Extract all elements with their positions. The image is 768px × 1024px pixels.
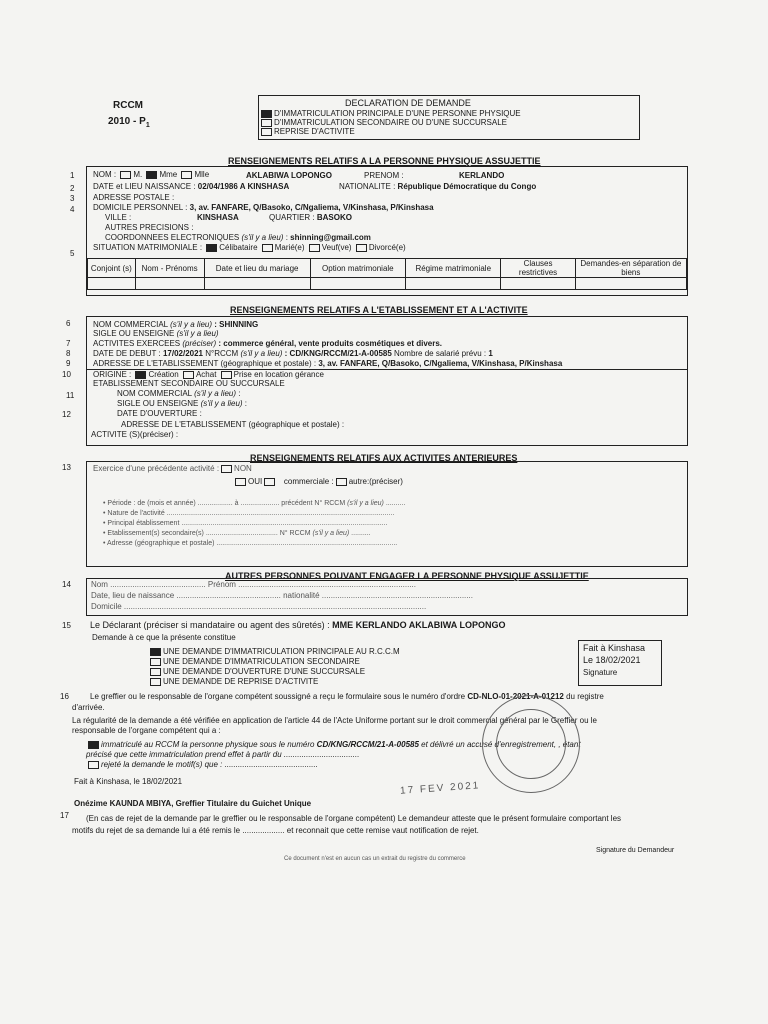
row-number: 16 <box>60 692 69 701</box>
table-row <box>88 278 687 290</box>
table-header: Date et lieu du mariage <box>204 259 310 278</box>
situation-row: SITUATION MATRIMONIALE : Célibataire Marié(e) Veuf(ve) Divorcé(e) <box>93 243 406 252</box>
option-principale[interactable]: D'IMMATRICULATION PRINCIPALE D'UNE PERSONNE PHYSIQUE <box>259 109 521 118</box>
form-version: $2010 - P_1$ <box>108 116 150 129</box>
origine-row: ORIGINE : Création Achat Prise en location gérance <box>93 370 324 379</box>
demande-succursale[interactable]: UNE DEMANDE D'OUVERTURE D'UNE SUCCURSALE <box>148 667 365 676</box>
sigle-2: SIGLE OU ENSEIGNE (s'il y a lieu) : <box>117 399 248 408</box>
table-header: Conjoint (s) <box>88 259 136 278</box>
prenom-label: PRENOM : <box>364 171 404 180</box>
naissance-row: DATE et LIEU NAISSANCE : 02/04/1986 A KINSHASA <box>93 182 290 191</box>
section-heading-etablissement: RENSEIGNEMENTS RELATIFS A L'ETABLISSEMENT ET A L'ACTIVITE <box>230 305 528 315</box>
checkbox-icon[interactable] <box>88 761 99 769</box>
row-number: 4 <box>70 205 75 214</box>
demande-label: Demande à ce que la présente constitue <box>92 633 236 642</box>
demande-secondaire[interactable]: UNE DEMANDE D'IMMATRICULATION SECONDAIRE <box>148 657 360 666</box>
sigle-row: SIGLE OU ENSEIGNE (s'il y a lieu) <box>93 329 219 338</box>
fait-date: Le 18/02/2021 <box>583 655 641 665</box>
checkbox-icon[interactable] <box>264 478 275 486</box>
periode-row: • Période : de (mois et année) .................. à .................... précédent N° RCCM (s'il y a lieu) .......... <box>103 500 406 507</box>
checkbox-icon[interactable] <box>235 478 246 486</box>
row-number: 17 <box>60 811 69 820</box>
ville-label: VILLE : <box>105 213 132 222</box>
adresse-etablissement-row: ADRESSE DE L'ETABLISSEMENT (géographique et postale) : 3, av. FANFARE, Q/Basoko, C/Ngaliema, V/Kinshasa, P/Kinshasa <box>93 359 563 368</box>
row-number: 9 <box>66 359 71 368</box>
checkbox-icon[interactable] <box>150 678 161 686</box>
demande-reprise[interactable]: UNE DEMANDE DE REPRISE D'ACTIVITE <box>148 677 318 686</box>
etab-secondaire-label: ETABLISSEMENT SECONDAIRE OU SUCCURSALE <box>93 379 285 388</box>
activites-row: ACTIVITES EXERCEES (préciser) : commerce général, vente produits cosmétiques et divers. <box>93 339 443 348</box>
official-stamp-inner <box>496 709 566 779</box>
checkbox-icon[interactable] <box>336 478 347 486</box>
checkbox-icon[interactable] <box>262 244 273 252</box>
row-number: 10 <box>62 370 71 379</box>
adresse-postale: ADRESSE POSTALE : <box>93 193 175 202</box>
row-number: 3 <box>70 194 75 203</box>
declaration-box <box>258 95 640 140</box>
checkbox-icon[interactable] <box>356 244 367 252</box>
table-header: Option matrimoniale <box>310 259 405 278</box>
immatricule-row: immatriculé au RCCM la personne physique sous le numéro CD/KNG/RCCM/21-A-00585 et délivré un accusé d'enregistrement, , étant <box>86 740 581 749</box>
rccm-label: RCCM <box>113 100 143 111</box>
row-number: 2 <box>70 184 75 193</box>
table-header: Clauses restrictives <box>501 259 575 278</box>
adresse-2: ADRESSE DE L'ETABLISSEMENT (géographique et postale) : <box>121 420 345 429</box>
table-header-row <box>88 259 687 278</box>
row-number: 5 <box>70 249 75 258</box>
table-header: Demandes-en séparation de biens <box>575 259 686 278</box>
rejete-row: rejeté la demande le motif(s) que : .......................................... <box>86 760 318 769</box>
checkbox-icon[interactable] <box>221 465 232 473</box>
option-reprise[interactable]: REPRISE D'ACTIVITE <box>259 127 355 136</box>
row-number: 11 <box>66 391 75 400</box>
checkbox-icon[interactable] <box>150 648 161 656</box>
checkbox-icon[interactable] <box>146 171 157 179</box>
naissance-row: Date, lieu de naissance ............................................... nationalité .................................................................... <box>91 591 473 600</box>
greffier-name: Onézime KAUNDA MBIYA, Greffier Titulaire du Guichet Unique <box>74 799 312 808</box>
nature-row: • Nature de l'activité ..................................................................................................................... <box>103 510 395 517</box>
demande-principale[interactable]: UNE DEMANDE D'IMMATRICULATION PRINCIPALE AU R.C.C.M <box>148 647 400 656</box>
nom-commercial-2: NOM COMMERCIAL (s'il y a lieu) : <box>117 389 241 398</box>
section-heading-anterieures: RENSEIGNEMENTS RELATIFS AUX ACTIVITES ANTERIEURES <box>250 453 518 463</box>
domicile-row: Domicile ........................................................................................................................................ <box>91 602 427 611</box>
row-number: 6 <box>66 319 71 328</box>
checkbox-icon[interactable] <box>88 741 99 749</box>
nom-commercial-row: NOM COMMERCIAL (s'il y a lieu) : SHINNING <box>93 320 259 329</box>
conjoint-table <box>87 258 687 290</box>
row-number: 12 <box>62 410 71 419</box>
row-number: 1 <box>70 171 75 180</box>
checkbox-icon[interactable] <box>183 371 194 379</box>
ville-value: KINSHASA <box>197 213 239 222</box>
nom-value: AKLABIWA LOPONGO <box>246 171 332 180</box>
checkbox-icon[interactable] <box>261 119 272 127</box>
fait-box <box>578 640 662 686</box>
exercice-row: Exercice d'une précédente activité : NON <box>93 464 252 473</box>
table-header: Régime matrimoniale <box>406 259 501 278</box>
row-number: 14 <box>62 580 71 589</box>
activite-2: ACTIVITE (S)(préciser) : <box>91 430 179 439</box>
quartier-row: QUARTIER : BASOKO <box>269 213 352 222</box>
checkbox-icon[interactable] <box>221 371 232 379</box>
checkbox-icon[interactable] <box>150 668 161 676</box>
etablissement-box <box>86 316 688 446</box>
anterieures-box <box>86 461 688 567</box>
principal-row: • Principal établissement .......................................................................................................... <box>103 520 388 527</box>
checkbox-icon[interactable] <box>206 244 217 252</box>
signature-label: Signature <box>583 668 618 677</box>
checkbox-icon[interactable] <box>261 110 272 118</box>
nom-row: NOM : M. Mme Mlle <box>93 170 210 179</box>
fait-greffe: Fait à Kinshasa, le 18/02/2021 <box>74 777 183 786</box>
footer-note: Ce document n'est en aucun cas un extrait du registre du commerce <box>284 856 466 862</box>
date-ouverture: DATE D'OUVERTURE : <box>117 409 202 418</box>
section-heading-personne: RENSEIGNEMENTS RELATIFS A LA PERSONNE PHYSIQUE ASSUJETTIE <box>228 156 541 166</box>
checkbox-icon[interactable] <box>181 171 192 179</box>
personne-box <box>86 166 688 296</box>
arrivee-text: d'arrivée. <box>72 703 105 712</box>
autres-box <box>86 578 688 616</box>
declaration-title: DECLARATION DE DEMANDE <box>345 98 471 108</box>
signature-demandeur: Signature du Demandeur <box>596 847 675 854</box>
checkbox-icon[interactable] <box>150 658 161 666</box>
nationalite-row: NATIONALITE : République Démocratique du Congo <box>339 182 537 191</box>
row-number: 13 <box>62 463 71 472</box>
coordonnees-row: COORDONNEES ELECTRONIQUES (s'il y a lieu) : shinning@gmail.com <box>105 233 371 242</box>
date-stamp: 17 FEV 2021 <box>399 780 481 797</box>
date-debut-row: DATE DE DEBUT : 17/02/2021 N°RCCM (s'il y a lieu) : CD/KNG/RCCM/21-A-00585 Nombre de salarié prévu : 1 <box>93 349 493 358</box>
prenom-value: KERLANDO <box>459 171 505 180</box>
checkbox-icon[interactable] <box>261 128 272 136</box>
responsable-text: responsable de l'organe compétent qui a : <box>72 726 221 735</box>
etab-sec-row: • Etablissement(s) secondaire(s) ..................................... N° RCCM (s'il y a lieu) .......... <box>103 530 371 537</box>
row-number: 8 <box>66 349 71 358</box>
table-header: Nom - Prénoms <box>135 259 204 278</box>
row-number: 7 <box>66 339 71 348</box>
section-heading-autres: AUTRES PERSONNES POUVANT ENGAGER LA PERSONNE PHYSIQUE ASSUJETTIE <box>225 571 589 581</box>
row-number: 15 <box>62 621 71 630</box>
adresse-row: • Adresse (géographique et postale) ............................................................................................. <box>103 540 398 547</box>
regularite-text: La régularité de la demande a été vérifiée en application de l'article 44 de l'Acte Uniforme portant sur le droit commercial général par le Greffier ou le <box>72 716 597 725</box>
checkbox-icon[interactable] <box>135 371 146 379</box>
nom-row: Nom ........................................... Prénom ................................................................................ <box>91 580 416 589</box>
declarant-row: Le Déclarant (préciser si mandataire ou agent des sûretés) : MME KERLANDO AKLABIWA LOPONGO <box>90 620 506 630</box>
precise-row: précisé que cette immatriculation prend effet à partir du .................................. <box>86 750 360 759</box>
option-secondaire[interactable]: D'IMMATRICULATION SECONDAIRE OU D'UNE SUCCURSALE <box>259 118 507 127</box>
oui-row: OUI commerciale : autre:(préciser) <box>233 477 403 486</box>
checkbox-icon[interactable] <box>120 171 131 179</box>
checkbox-icon[interactable] <box>309 244 320 252</box>
fait-lieu: Fait à Kinshasa <box>583 643 646 653</box>
rejet-line-2: motifs du rejet de sa demande lui a été remis le ................... et reconnait que cette remise vaut notification de rejet. <box>72 826 479 835</box>
rejet-line-1: (En cas de rejet de la demande par le greffier ou le responsable de l'organe compétent) Le demandeur atteste que le présent formulaire comportant les <box>86 814 622 823</box>
domicile-row: DOMICILE PERSONNEL : 3, av. FANFARE, Q/Basoko, C/Ngaliema, V/Kinshasa, P/Kinshasa <box>93 203 434 212</box>
autres-precisions: AUTRES PRECISIONS : <box>105 223 194 232</box>
greffier-text: Le greffier ou le responsable de l'organe compétent soussigné a reçu le formulaire sous le numéro d'ordre CD-NLO-01-2021-A-01212 du registre <box>90 692 604 701</box>
